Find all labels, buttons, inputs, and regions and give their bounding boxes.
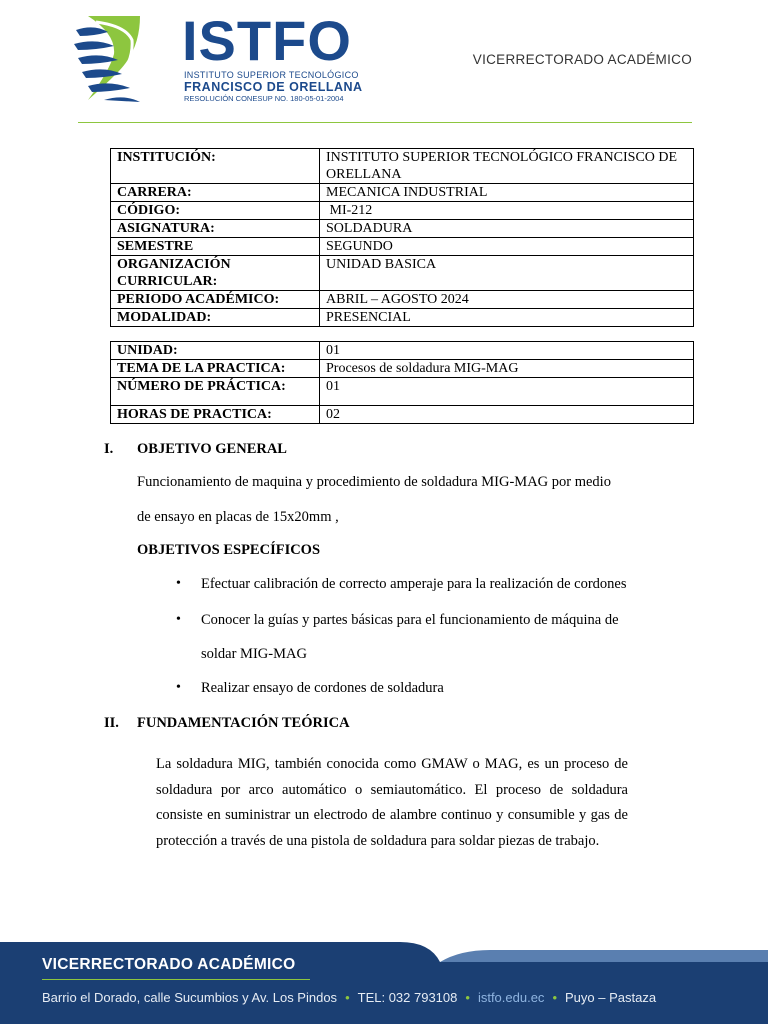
header-department: VICERRECTORADO ACADÉMICO [472,52,692,67]
logo-emblem-icon [74,14,174,104]
logo-line-3: RESOLUCIÓN CONESUP NO. 180-05-01-2004 [184,94,344,103]
row-value: INSTITUTO SUPERIOR TECNOLÓGICO FRANCISCO DE ORELLANA [320,149,694,184]
row-key: HORAS DE PRACTICA: [111,406,320,424]
footer-divider [42,979,310,980]
theory-paragraph: La soldadura MIG, también conocida como GMAW o MAG, es un proceso de soldadura por arco automático o semiautomático. El proceso de soldadura consiste en suministrar un electrodo de alambre continuo y consumible y gas de protección a través de una pistola de soldadura para soldar piezas de trabajo. [156,756,628,849]
table-row [111,184,694,202]
footer-contact [42,990,656,1005]
institution-logo [74,9,374,104]
table-row [111,406,694,424]
table-row [111,220,694,238]
row-value: PRESENCIAL [320,309,694,327]
logo-line-2: FRANCISCO DE ORELLANA [184,80,363,94]
row-key: UNIDAD: [111,342,320,360]
row-value: MECANICA INDUSTRIAL [320,184,694,202]
row-key: PERIODO ACADÉMICO: [111,291,320,309]
section-2-numeral: II. [104,715,119,731]
course-info-table [110,148,694,327]
row-key: INSTITUCIÓN: [111,149,320,184]
section-1-title: OBJETIVO GENERAL [137,441,287,457]
bullet-icon: • [176,680,181,695]
bullet-icon: • [176,576,181,591]
footer-background [0,942,768,1024]
row-key: TEMA DE LA PRACTICA: [111,360,320,378]
separator-dot-icon: • [552,990,557,1005]
row-value: SOLDADURA [320,220,694,238]
table-row [111,342,694,360]
logo-acronym: ISTFO [182,9,352,72]
row-key: MODALIDAD: [111,309,320,327]
row-key: CÓDIGO: [111,202,320,220]
row-key: NÚMERO DE PRÁCTICA: [111,378,320,406]
table-row [111,256,694,291]
table-row [111,202,694,220]
row-value: 01 [320,378,694,406]
footer-city: Puyo – Pastaza [565,990,657,1005]
section-2-title: FUNDAMENTACIÓN TEÓRICA [137,715,350,731]
row-key: ORGANIZACIÓN CURRICULAR: [111,256,320,291]
objective-item-1: Efectuar calibración de correcto amperaje para la realización de cordones [201,576,627,592]
row-key: CARRERA: [111,184,320,202]
separator-dot-icon: • [345,990,350,1005]
row-value: UNIDAD BASICA [320,256,694,291]
practice-info-table [110,341,694,424]
row-key: ASIGNATURA: [111,220,320,238]
footer-phone: TEL: 032 793108 [357,990,458,1005]
table-row [111,360,694,378]
table-row [111,238,694,256]
row-key: SEMESTRE [111,238,320,256]
row-value: 02 [320,406,694,424]
table-row [111,378,694,406]
page-footer [0,942,768,1024]
objective-item-3: Realizar ensayo de cordones de soldadura [201,680,444,696]
objective-item-2-continued: soldar MIG-MAG [201,646,307,662]
general-objective-line-2: de ensayo en placas de 15x20mm , [137,509,339,525]
specific-objectives-title: OBJETIVOS ESPECÍFICOS [137,542,321,558]
separator-dot-icon: • [465,990,470,1005]
table-row [111,149,694,184]
row-value: Procesos de soldadura MIG-MAG [320,360,694,378]
row-value: 01 [320,342,694,360]
footer-title: VICERRECTORADO ACADÉMICO [42,956,296,973]
row-value: SEGUNDO [320,238,694,256]
logo-line-1: INSTITUTO SUPERIOR TECNOLÓGICO [184,70,359,80]
header-divider [78,122,692,123]
footer-address: Barrio el Dorado, calle Sucumbios y Av. Los Pindos [42,990,338,1005]
general-objective-line-1: Funcionamiento de maquina y procedimiento de soldadura MIG-MAG por medio [137,474,611,490]
bullet-icon: • [176,612,181,627]
row-value: MI-212 [320,202,694,220]
table-row [111,309,694,327]
objective-item-2: Conocer la guías y partes básicas para el funcionamiento de máquina de [201,612,619,628]
table-row [111,291,694,309]
section-1-numeral: I. [104,441,114,457]
footer-website-link[interactable]: istfo.edu.ec [477,990,545,1005]
row-value: ABRIL – AGOSTO 2024 [320,291,694,309]
